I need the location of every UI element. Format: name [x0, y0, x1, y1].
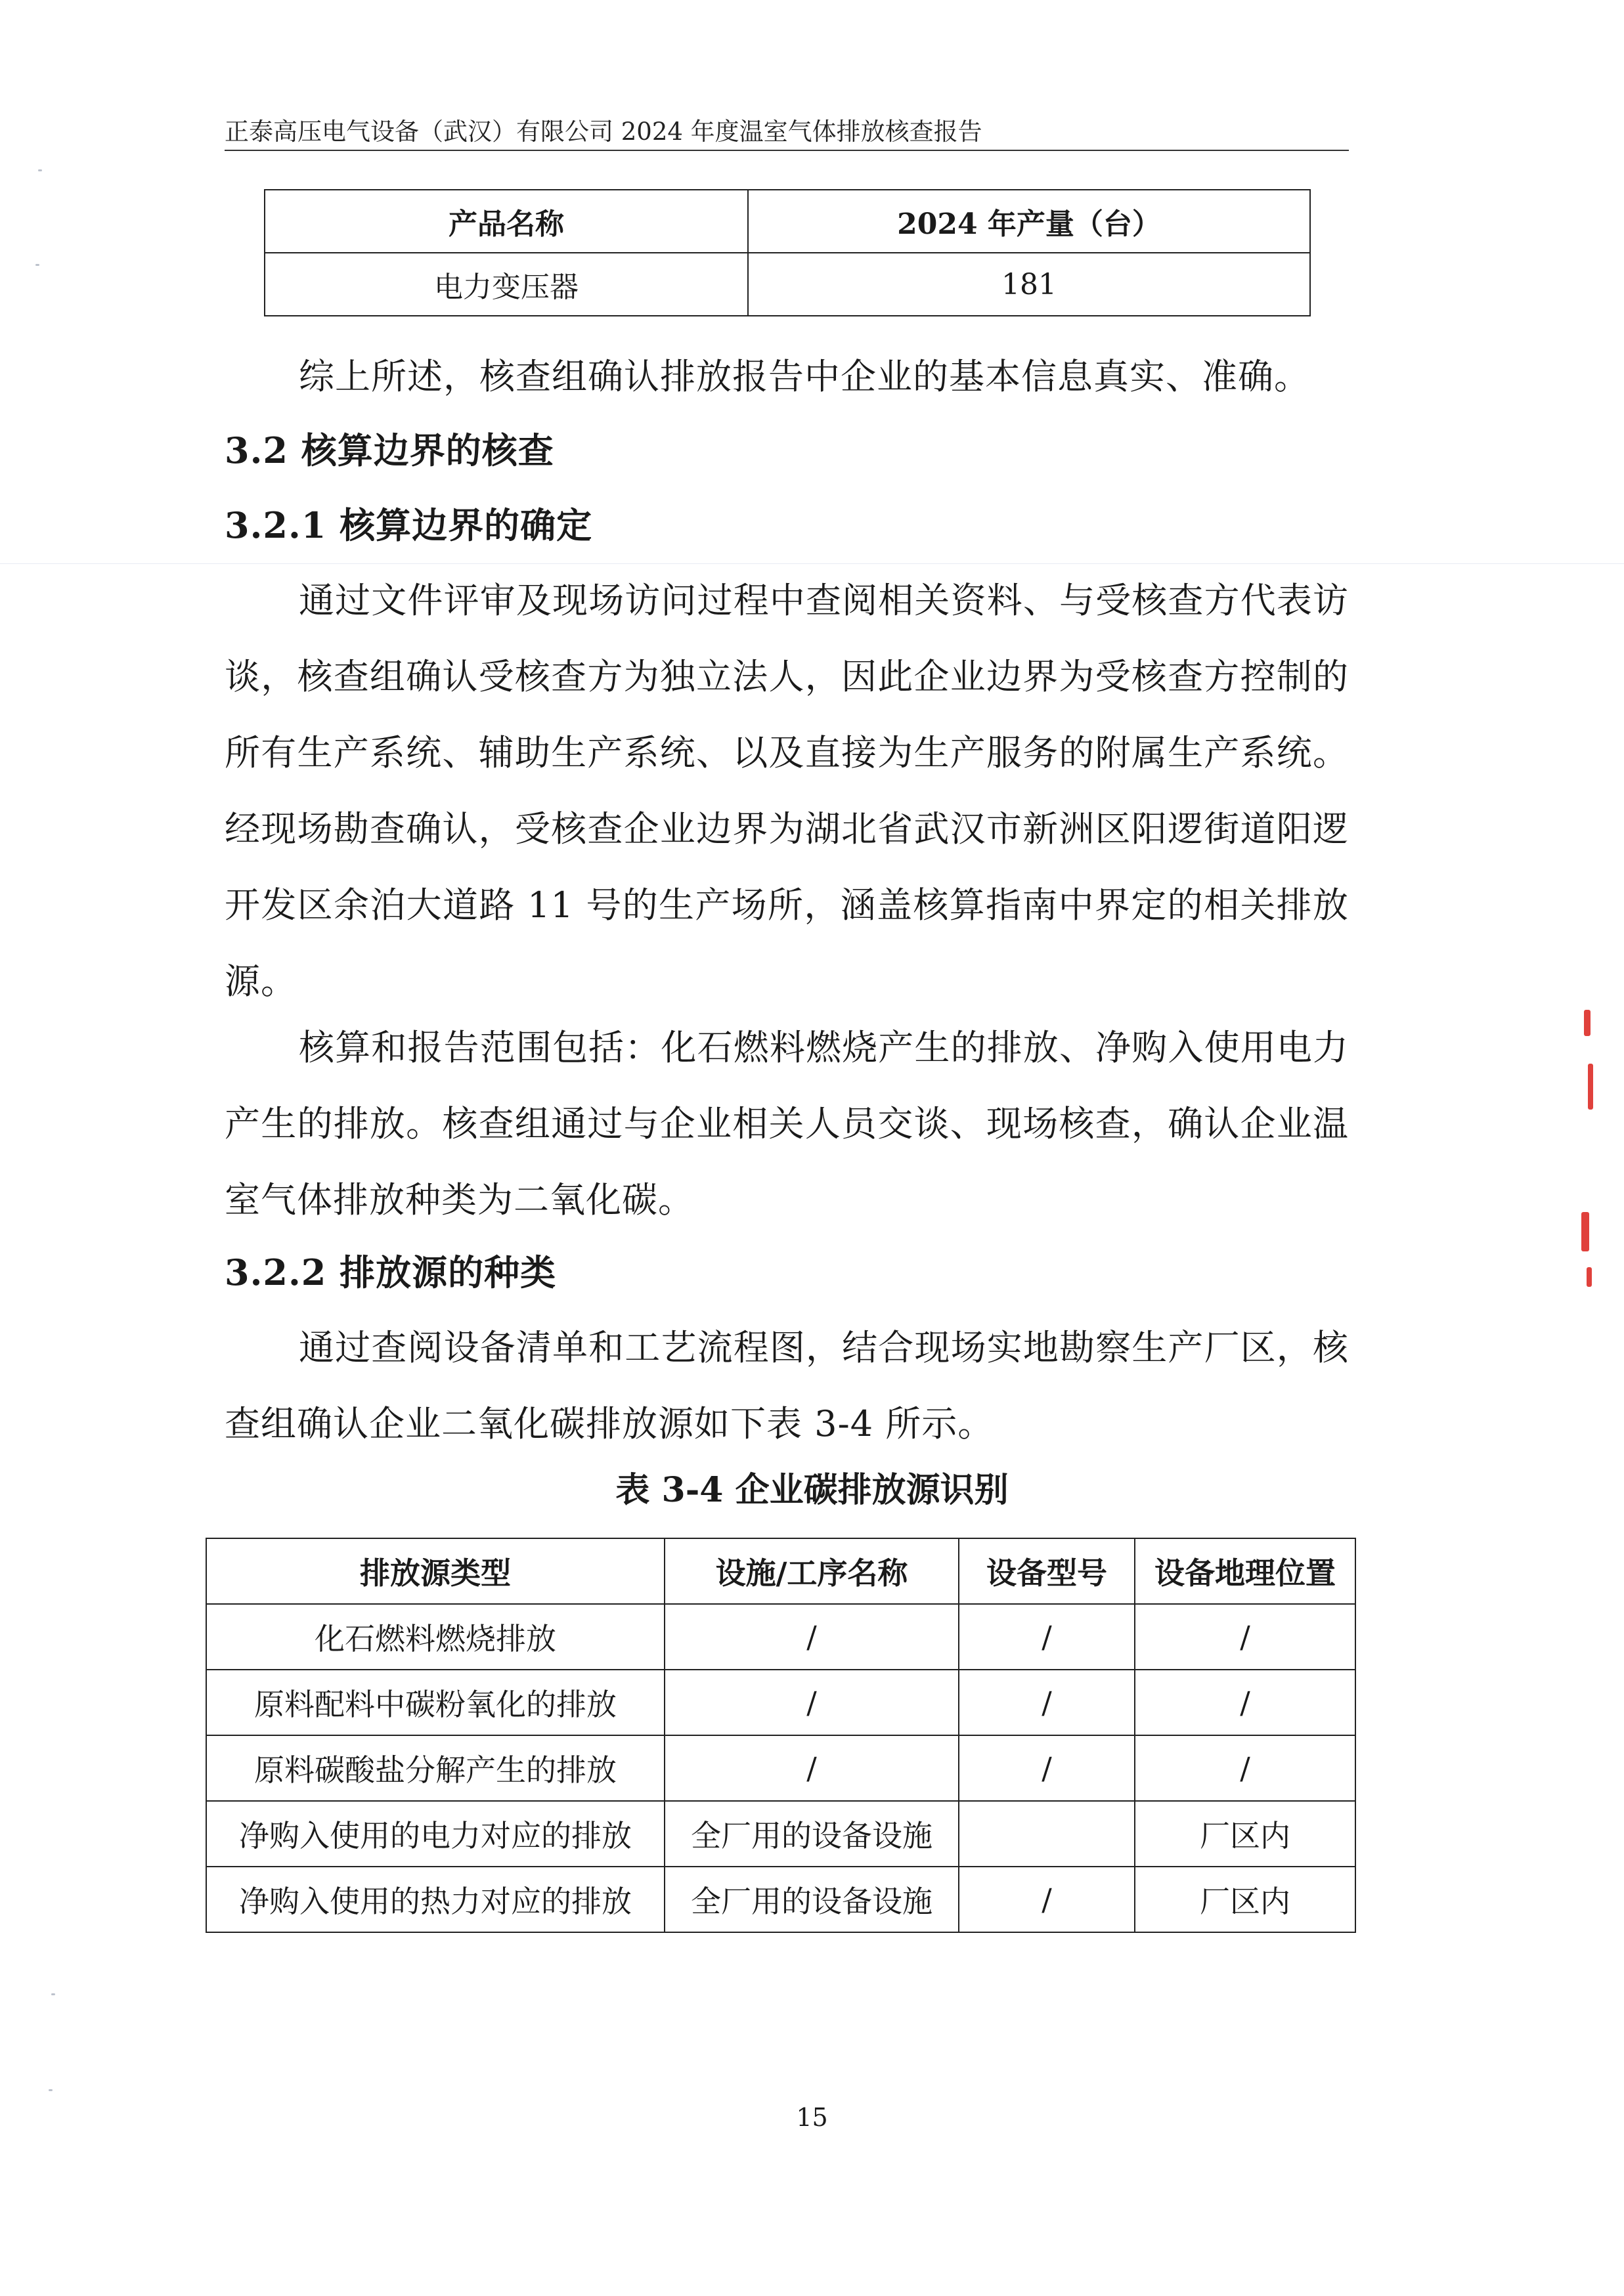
- scan-speck: [38, 169, 42, 171]
- seal-fragment: [1581, 1212, 1589, 1251]
- table-cell: 净购入使用的电力对应的排放: [206, 1801, 665, 1867]
- table-cell: /: [959, 1735, 1135, 1801]
- table-cell: 全厂用的设备设施: [665, 1801, 959, 1867]
- table-cell: /: [959, 1604, 1135, 1670]
- seal-fragment: [1588, 1064, 1593, 1110]
- header-rule: [225, 150, 1349, 151]
- table-cell: 化石燃料燃烧排放: [206, 1604, 665, 1670]
- table-header-cell: 设备地理位置: [1135, 1538, 1355, 1604]
- table-row: [206, 1670, 1355, 1735]
- table-cell: /: [1135, 1670, 1355, 1735]
- product-output-table: [264, 189, 1311, 316]
- table-cell: /: [665, 1670, 959, 1735]
- table-cell: [959, 1801, 1135, 1867]
- table-cell: 厂区内: [1135, 1801, 1355, 1867]
- table-header-cell: 2024 年产量（台）: [748, 190, 1310, 253]
- boundary-paragraph: 通过文件评审及现场访问过程中查阅相关资料、与受核查方代表访谈，核查组确认受核查方为独立法人，因此企业边界为受核查方控制的所有生产系统、辅助生产系统、以及直接为生产服务的附属生产系统。经现场勘查确认，受核查企业边界为湖北省武汉市新洲区阳逻街道阳逻开发区余泊大道路 11 号的生产场所，涵盖核算指南中界定的相关排放源。: [225, 580, 1349, 1002]
- section-heading-3-2: 3.2 核算边界的核查: [225, 429, 554, 471]
- table-cell: /: [665, 1735, 959, 1801]
- page-number: 15: [796, 2103, 828, 2132]
- scan-margin-line: [0, 563, 1624, 564]
- table-cell: /: [665, 1604, 959, 1670]
- table-cell: /: [959, 1867, 1135, 1932]
- scan-speck: [49, 2089, 53, 2091]
- table-cell: /: [1135, 1735, 1355, 1801]
- table-cell: 厂区内: [1135, 1867, 1355, 1932]
- sources-paragraph: 通过查阅设备清单和工艺流程图，结合现场实地勘察生产厂区，核查组确认企业二氧化碳排放源如下表 3-4 所示。: [225, 1327, 1349, 1444]
- table-row: [206, 1867, 1355, 1932]
- table-header-cell: 设备型号: [959, 1538, 1135, 1604]
- table-caption: 表 3-4 企业碳排放源识别: [615, 1470, 1009, 1510]
- table-cell: 原料碳酸盐分解产生的排放: [206, 1735, 665, 1801]
- scan-speck: [35, 264, 39, 266]
- table-cell: 净购入使用的热力对应的排放: [206, 1867, 665, 1932]
- table-header-cell: 产品名称: [265, 190, 748, 253]
- table-cell: 全厂用的设备设施: [665, 1867, 959, 1932]
- emission-sources-table: [206, 1538, 1356, 1933]
- running-header: 正泰高压电气设备（武汉）有限公司 2024 年度温室气体排放核查报告: [225, 118, 982, 146]
- table-cell: /: [959, 1670, 1135, 1735]
- section-heading-3-2-2: 3.2.2 排放源的种类: [225, 1251, 557, 1293]
- table-cell: /: [1135, 1604, 1355, 1670]
- seal-fragment: [1584, 1010, 1591, 1036]
- table-row: [206, 1604, 1355, 1670]
- scan-speck: [51, 1993, 55, 1995]
- scope-paragraph: 核算和报告范围包括：化石燃料燃烧产生的排放、净购入使用电力产生的排放。核查组通过与企业相关人员交谈、现场核查，确认企业温室气体排放种类为二氧化碳。: [225, 1027, 1349, 1221]
- table-cell: 原料配料中碳粉氧化的排放: [206, 1670, 665, 1735]
- section-heading-3-2-1: 3.2.1 核算边界的确定: [225, 504, 593, 546]
- table-header-cell: 排放源类型: [206, 1538, 665, 1604]
- table-header-cell: 设施/工序名称: [665, 1538, 959, 1604]
- seal-fragment: [1587, 1267, 1592, 1287]
- table-header-row: [265, 190, 1310, 253]
- table-cell: 181: [748, 253, 1310, 316]
- table-row: [206, 1801, 1355, 1867]
- summary-paragraph: 综上所述，核查组确认排放报告中企业的基本信息真实、准确。: [299, 356, 1310, 397]
- table-row: [206, 1735, 1355, 1801]
- table-header-row: [206, 1538, 1355, 1604]
- table-row: [265, 253, 1310, 316]
- table-cell: 电力变压器: [265, 253, 748, 316]
